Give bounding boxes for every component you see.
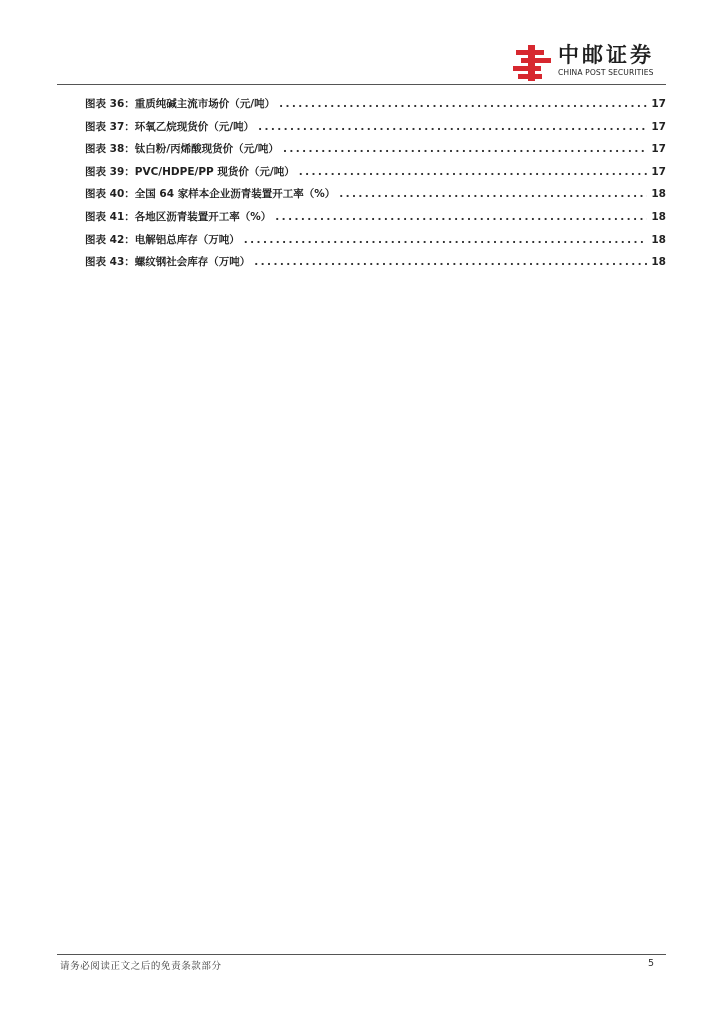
toc-entry-page: 17 (651, 98, 666, 110)
toc-dot-leader (244, 229, 648, 252)
footer-divider (57, 954, 666, 955)
toc-entry-page: 17 (651, 143, 666, 156)
toc-dot-leader (279, 93, 647, 116)
toc-entry[interactable] (85, 138, 666, 161)
logo-chinese-name: 中邮证券 (558, 43, 654, 67)
header-divider (57, 84, 666, 85)
toc-dot-leader (258, 116, 647, 139)
toc-dot-leader (283, 138, 647, 161)
toc-entry-page: 18 (651, 210, 666, 223)
toc-entry[interactable] (85, 116, 666, 139)
toc-dot-leader (275, 206, 647, 229)
page-header (0, 0, 724, 86)
toc-dot-leader (254, 251, 647, 274)
footer-page-number: 5 (647, 958, 654, 969)
toc-entry-page: 17 (651, 120, 666, 133)
toc-entry[interactable] (85, 183, 666, 206)
toc-entry-label: 图表 40：全国 64 家样本企业沥青装置开工率（%） (85, 188, 336, 201)
toc-entry[interactable] (85, 161, 666, 184)
toc-entry-page: 18 (651, 188, 666, 201)
toc-entry-label: 图表 39：PVC/HDPE/PP 现货价（元/吨） (85, 165, 295, 178)
toc-entry-label: 图表 42：电解铝总库存（万吨） (85, 233, 240, 246)
toc-entry-label: 图表 43：螺纹钢社会库存（万吨） (85, 256, 251, 269)
logo-english-name: CHINA POST SECURITIES (558, 68, 654, 77)
toc-dot-leader (299, 161, 648, 184)
toc-entry[interactable] (85, 206, 666, 229)
company-logo (512, 44, 672, 82)
toc-entry[interactable] (85, 229, 666, 252)
toc-entry-page: 17 (651, 165, 666, 178)
china-post-logo-icon (512, 44, 552, 82)
toc-entry-label: 图表 37：环氧乙烷现货价（元/吨） (85, 120, 255, 133)
toc-entry-label: 图表 36：重质纯碱主流市场价（元/吨） (85, 98, 276, 110)
toc-dot-leader (339, 183, 647, 206)
toc-entry[interactable] (85, 93, 666, 116)
toc-entry[interactable] (85, 251, 666, 274)
toc-entry-page: 18 (651, 233, 666, 246)
footer-disclaimer: 请务必阅读正文之后的免责条款部分 (60, 961, 222, 972)
figure-table-of-contents (85, 93, 666, 274)
toc-entry-label: 图表 38：钛白粉/丙烯酸现货价（元/吨） (85, 143, 279, 156)
toc-entry-label: 图表 41：各地区沥青装置开工率（%） (85, 210, 272, 223)
toc-entry-page: 18 (651, 256, 666, 269)
